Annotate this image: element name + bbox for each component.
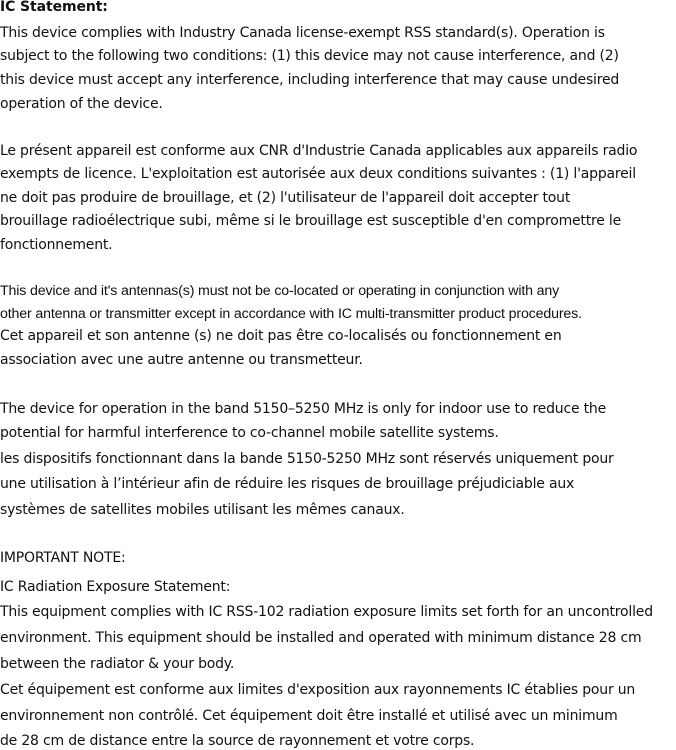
para2-line-5: fonctionnement. — [0, 237, 113, 253]
para4-line-3: les dispositifs fonctionnant dans la bande 5150-5250 MHz sont réservés uniquement pour — [0, 451, 614, 467]
para1-line-4: operation of the device. — [0, 96, 163, 112]
para4-line-5: systèmes de satellites mobiles utilisant les mêmes canaux. — [0, 502, 405, 518]
para4-line-1: The device for operation in the band 5150–5250 MHz is only for indoor use to reduce the — [0, 401, 606, 417]
para5-line-3: between the radiator & your body. — [0, 656, 235, 672]
para3-line-3: Cet appareil et son antenne (s) ne doit pas être co-localisés ou fonctionnement en — [0, 328, 562, 344]
para1-line-3: this device must accept any interference, including interference that may cause undesired — [0, 72, 620, 88]
important-note-heading: IMPORTANT NOTE: — [0, 550, 126, 566]
para2-line-4: brouillage radioélectrique subi, même si le brouillage est susceptible d'en compromettre le — [0, 213, 622, 229]
para5-line-2: environment. This equipment should be installed and operated with minimum distance 28 cm — [0, 630, 642, 646]
para2-line-2: exempts de licence. L'exploitation est autorisée aux deux conditions suivantes : (1) l'appareil — [0, 166, 636, 182]
para3-line-1: This device and it's antennas(s) must not be co-located or operating in conjunction with any — [0, 283, 560, 299]
para1-line-2: subject to the following two conditions: (1) this device may not cause interference, and (2) — [0, 48, 619, 64]
para5-line-1: This equipment complies with IC RSS-102 radiation exposure limits set forth for an uncontrolled — [0, 604, 653, 620]
para2-line-3: ne doit pas produire de brouillage, et (2) l'utilisateur de l'appareil doit accepter tout — [0, 190, 571, 206]
para3-line-2: other antenna or transmitter except in accordance with IC multi-transmitter product procedures. — [0, 306, 582, 322]
para5-line-5: environnement non contrôlé. Cet équipement doit être installé et utilisé avec un minimum — [0, 708, 618, 724]
radiation-exposure-heading: IC Radiation Exposure Statement: — [0, 579, 231, 595]
para2-line-1: Le présent appareil est conforme aux CNR d'Industrie Canada applicables aux appareils radio — [0, 143, 638, 159]
para5-line-6: de 28 cm de distance entre la source de rayonnement et votre corps. — [0, 733, 475, 749]
para4-line-2: potential for harmful interference to co-channel mobile satellite systems. — [0, 425, 499, 441]
para5-line-4: Cet équipement est conforme aux limites d'exposition aux rayonnements IC établies pour un — [0, 682, 636, 698]
para4-line-4: une utilisation à l’intérieur afin de réduire les risques de brouillage préjudiciable aux — [0, 476, 575, 492]
title: IC Statement: — [0, 0, 108, 15]
para3-line-4: association avec une autre antenne ou transmetteur. — [0, 352, 363, 368]
para1-line-1: This device complies with Industry Canada license-exempt RSS standard(s). Operation is — [0, 25, 605, 41]
